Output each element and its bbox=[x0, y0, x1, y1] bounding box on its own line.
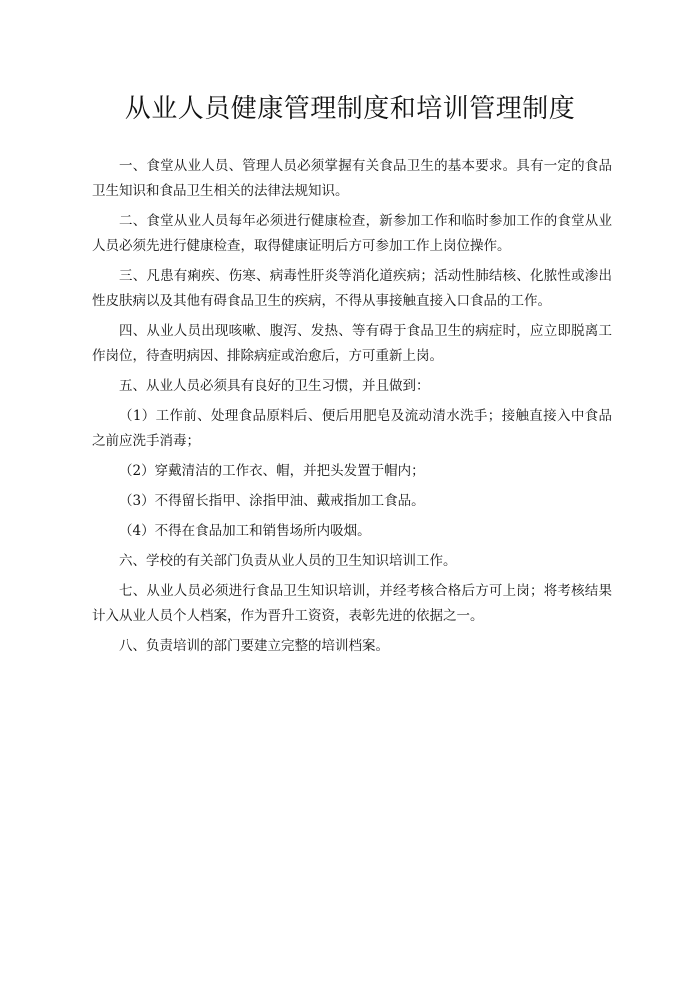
document-body bbox=[92, 154, 612, 664]
paragraph: 一、食堂从业人员、管理人员必须掌握有关食品卫生的基本要求。具有一定的食品卫生知识和食品卫生相关的法律法规知识。 bbox=[92, 158, 612, 199]
paragraph: （4）不得在食品加工和销售场所内吸烟。 bbox=[119, 523, 371, 539]
paragraph: 四、从业人员出现咳嗽、腹泻、发热、等有碍于食品卫生的病症时，应立即脱离工作岗位，待查明病因、排除病症或治愈后，方可重新上岗。 bbox=[92, 323, 612, 364]
paragraph: （2）穿戴清洁的工作衣、帽，并把头发置于帽内； bbox=[119, 463, 425, 479]
paragraph: 七、从业人员必须进行食品卫生知识培训，并经考核合格后方可上岗；将考核结果计入从业人员个人档案，作为晋升工资资，表彰先进的依据之一。 bbox=[92, 583, 612, 624]
paragraph: 八、负责培训的部门要建立完整的培训档案。 bbox=[119, 638, 389, 654]
paragraph: 二、食堂从业人员每年必须进行健康检查，新参加工作和临时参加工作的食堂从业人员必须先进行健康检查，取得健康证明后方可参加工作上岗位操作。 bbox=[92, 213, 612, 254]
paragraph: 六、学校的有关部门负责从业人员的卫生知识培训工作。 bbox=[119, 553, 457, 569]
document-title: 从业人员健康管理制度和培训管理制度 bbox=[124, 94, 576, 124]
paragraph: 三、凡患有痢疾、伤寒、病毒性肝炎等消化道疾病；活动性肺结核、化脓性或渗出性皮肤病以及其他有碍食品卫生的疾病，不得从事接触直接入口食品的工作。 bbox=[92, 268, 612, 309]
paragraph: （3）不得留长指甲、涂指甲油、戴戒指加工食品。 bbox=[119, 493, 425, 509]
paragraph: 五、从业人员必须具有良好的卫生习惯，并且做到： bbox=[119, 378, 430, 394]
paragraph: （1）工作前、处理食品原料后、便后用肥皂及流动清水洗手；接触直接入中食品之前应洗手消毒； bbox=[92, 408, 612, 449]
